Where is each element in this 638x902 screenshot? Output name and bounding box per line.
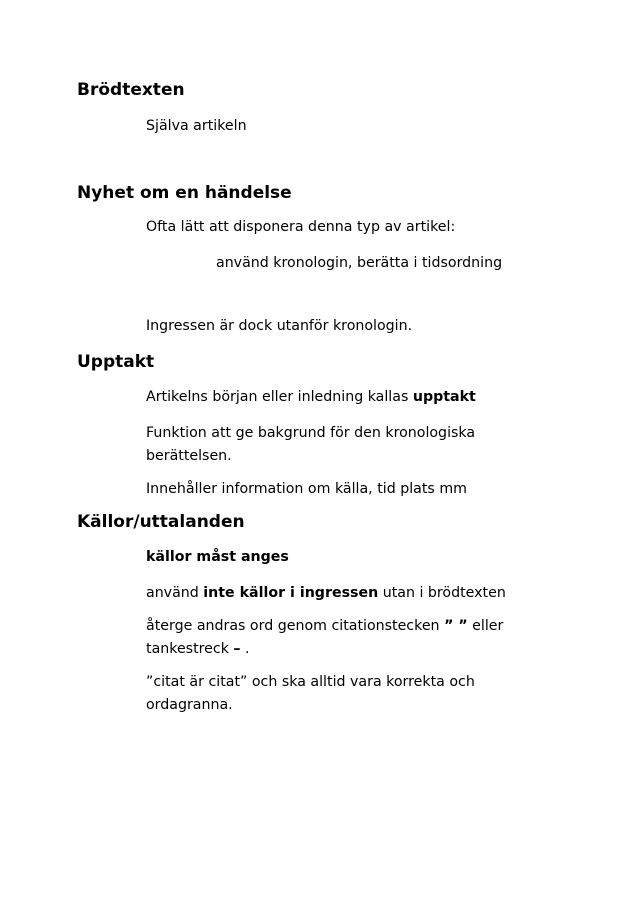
bold-term: – [233,641,241,657]
bold-term: upptakt [412,389,476,405]
heading-kallor: Källor/uttalanden [77,512,245,532]
text-segment: eller [467,618,504,634]
text-line [146,614,503,638]
bold-term: ” ” [444,618,468,634]
text-line: berättelsen. [146,448,232,464]
text-line: ordagranna. [146,697,233,713]
text-segment: använd [146,585,204,601]
text-segment: utan i brödtexten [378,585,506,601]
text-segment: Artikelns början eller inledning kallas [146,389,413,405]
text-segment: tankestreck [146,641,234,657]
text-segment: återge andras ord genom citationstecken [146,618,445,634]
text-line: Innehåller information om källa, tid plats mm [146,481,467,497]
bold-term: källor måst anges [146,549,289,565]
heading-upptakt: Upptakt [77,352,155,372]
text-line: ”citat är citat” och ska alltid vara korrekta och [146,674,475,690]
text-line [146,545,289,569]
text-line [146,385,476,409]
text-line [146,581,506,605]
text-line: Ingressen är dock utanför kronologin. [146,318,413,334]
text-line: Själva artikeln [146,118,247,134]
text-line-indented: använd kronologin, berätta i tidsordning [216,255,503,271]
heading-brodtexten: Brödtexten [77,80,185,100]
text-line: Ofta lätt att disponera denna typ av artikel: [146,219,456,235]
text-line [146,637,250,661]
heading-nyhet: Nyhet om en händelse [77,183,292,203]
text-line: Funktion att ge bakgrund för den kronologiska [146,425,476,441]
text-segment: . [240,641,250,657]
bold-term: inte källor i ingressen [203,585,379,601]
